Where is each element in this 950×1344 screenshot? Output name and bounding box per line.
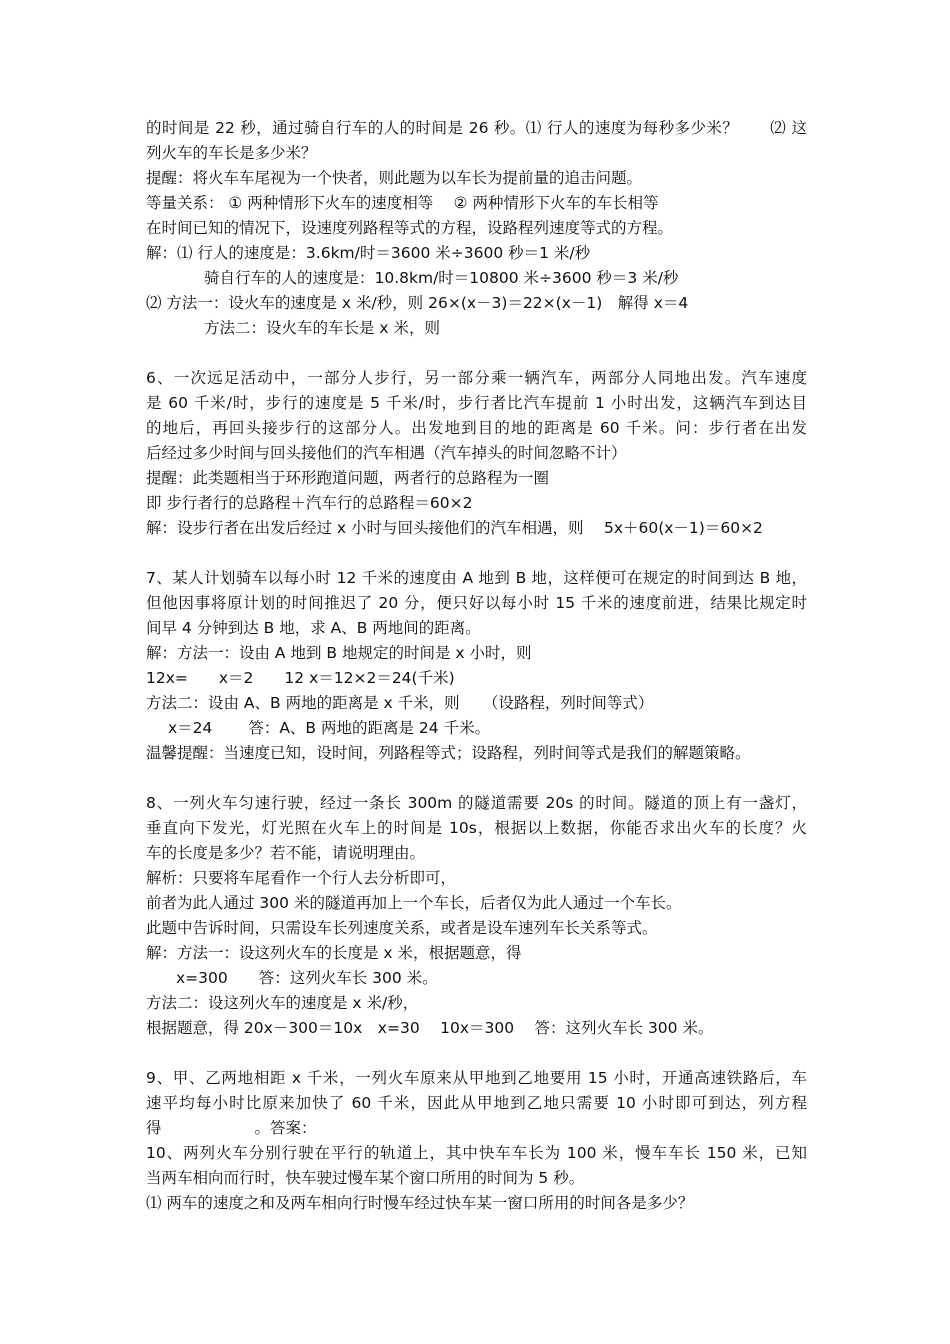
text-line: 得 。答案： [146,1119,317,1137]
text-line: 9、甲、乙两地相距 x 千米，一列火车原来从甲地到乙地要用 15 小时，开通高速铁路后，车 [146,1069,807,1087]
text-line: x＝24 答：A、B 两地的距离是 24 千米。 [168,719,491,737]
text-line: 骑自行车的人的速度是：10.8km/时＝10800 米÷3600 秒＝3 米/秒 [204,269,679,287]
text-line: ⑵ 方法一：设火车的速度是 x 米/秒，则 26×(x－3)＝22×(x－1) 解得 x＝4 [146,294,689,312]
text-line: 提醒：此类题相当于环形跑道问题，两者行的总路程为一圈 [146,469,550,487]
text-line: 解：方法一：设这列火车的长度是 x 米，根据题意，得 [146,944,522,962]
text-line: 等量关系： ① 两种情形下火车的速度相等 ② 两种情形下火车的车长相等 [146,194,659,212]
text-line: 方法二：设这列火车的速度是 x 米/秒， [146,994,419,1012]
text-line: 方法二：设火车的车长是 x 米，则 [204,319,441,337]
text-line: 间早 4 分钟到达 B 地，求 A、B 两地间的距离。 [146,619,481,637]
text-line: 垂直向下发光，灯光照在火车上的时间是 10s，根据以上数据，你能否求出火车的长度？火 [146,819,807,837]
text-line: 10、两列火车分别行驶在平行的轨道上，其中快车车长为 100 米，慢车车长 150 米，已知 [146,1144,807,1162]
text-line: 的时间是 22 秒，通过骑自行车的人的时间是 26 秒。⑴ 行人的速度为每秒多少米？ ⑵ 这 [146,119,807,137]
text-line: 7、某人计划骑车以每小时 12 千米的速度由 A 地到 B 地，这样便可在规定的时间到达 B 地， [146,569,807,587]
text-line: 前者为此人通过 300 米的隧道再加上一个车长，后者仅为此人通过一个车长。 [146,894,682,912]
text-line: 8、一列火车匀速行驶，经过一条长 300m 的隧道需要 20s 的时间。隧道的顶上有一盏灯， [146,794,807,812]
text-line: 解：⑴ 行人的速度是：3.6km/时＝3600 米÷3600 秒＝1 米/秒 [146,244,591,262]
text-line: 当两车相向而行时，快车驶过慢车某个窗口所用的时间为 5 秒。 [146,1169,585,1187]
text-line: x=300 答：这列火车长 300 米。 [176,969,438,987]
text-line: 车的长度是多少？若不能，请说明理由。 [146,844,426,862]
text-line: 解：方法一：设由 A 地到 B 地规定的时间是 x 小时，则 [146,644,532,662]
text-line: 方法二：设由 A、B 两地的距离是 x 千米，则 （设路程，列时间等式） [146,694,654,712]
text-line: 根据题意，得 20x－300＝10x x=30 10x＝300 答：这列火车长 300 米。 [146,1019,714,1037]
text-line: ⑴ 两车的速度之和及两车相向行时慢车经过快车某一窗口所用的时间各是多少？ [146,1194,694,1212]
text-line: 是 60 千米/时，步行的速度是 5 千米/时，步行者比汽车提前 1 小时出发，这辆汽车到达目 [146,394,807,412]
text-line: 解：设步行者在出发后经过 x 小时与回头接他们的汽车相遇，则 5x＋60(x－1)＝60×2 [146,519,763,537]
text-line: 后经过多少时间与回头接他们的汽车相遇（汽车掉头的时间忽略不计） [146,444,627,462]
text-line: 列火车的车长是多少米？ [146,144,317,162]
text-line: 即 步行者行的总路程＋汽车行的总路程＝60×2 [146,494,473,512]
text-line: 6、一次远足活动中，一部分人步行，另一部分乘一辆汽车，两部分人同地出发。汽车速度 [146,369,807,387]
text-line: 在时间已知的情况下，设速度列路程等式的方程，设路程列速度等式的方程。 [146,219,674,237]
text-line: 的地后，再回头接步行的这部分人。出发地到目的地的距离是 60 千米。问：步行者在出发 [146,419,807,437]
text-line: 12x= x＝2 12 x＝12×2＝24(千米) [146,669,455,687]
text-line: 此题中告诉时间，只需设车长列速度关系，或者是设车速列车长关系等式。 [146,919,658,937]
text-line: 速平均每小时比原来加快了 60 千米，因此从甲地到乙地只需要 10 小时即可到达，列方程 [146,1094,807,1112]
text-line: 提醒：将火车车尾视为一个快者，则此题为以车长为提前量的追击问题。 [146,169,643,187]
text-line: 解析：只要将车尾看作一个行人去分析即可， [146,869,457,887]
text-line: 但他因事将原计划的时间推迟了 20 分，便只好以每小时 15 千米的速度前进，结果比规定时 [146,594,807,612]
text-line: 温馨提醒：当速度已知，设时间，列路程等式；设路程，列时间等式是我们的解题策略。 [146,744,751,762]
